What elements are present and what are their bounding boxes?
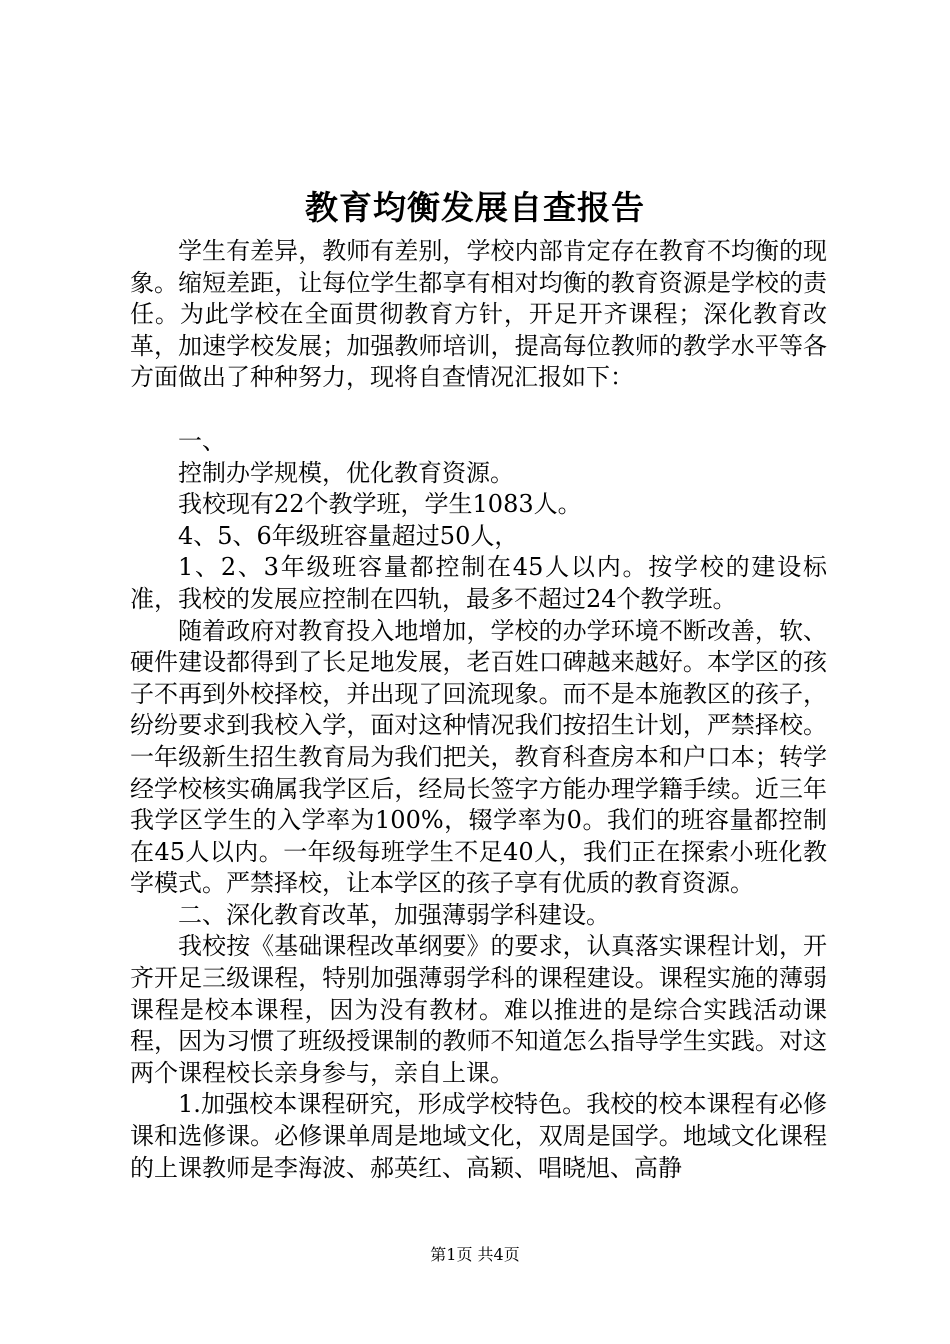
paragraph: 1.加强校本课程研究，形成学校特色。我校的校本课程有必修课和选修课。必修课单周是地域文化，双周是国学。地域文化课程的上课教师是李海波、郝英红、高颖、唱晓旭、高静 [130, 1090, 827, 1182]
section-heading-two: 二、深化教育改革，加强薄弱学科建设。 [178, 900, 610, 929]
page-footer: 第1页 共4页 [430, 1245, 520, 1264]
section-heading-one: 控制办学规模，优化教育资源。 [178, 458, 514, 487]
document-body [130, 236, 827, 1184]
paragraph: 4、5、6年级班容量超过50人， [178, 521, 519, 550]
paragraph: 我校现有22个教学班，学生1083人。 [178, 490, 582, 519]
section-number-one: 一、 [178, 426, 226, 455]
paragraph-intro: 学生有差异，教师有差别，学校内部肯定存在教育不均衡的现象。缩短差距，让每位学生都享有相对均衡的教育资源是学校的责任。为此学校在全面贯彻教育方针，开足开齐课程；深化教育改革，加速学校发展；加强教师培训，提高每位教师的教学水平等各方面做出了种种努力，现将自查情况汇报如下： [130, 237, 827, 392]
paragraph: 我校按《基础课程改革纲要》的要求，认真落实课程计划，开齐开足三级课程，特别加强薄弱学科的课程建设。课程实施的薄弱课程是校本课程，因为没有教材。难以推进的是综合实践活动课程，因为习惯了班级授课制的教师不知道怎么指导学生实践。对这两个课程校长亲身参与，亲自上课。 [130, 932, 827, 1087]
document-title: 教育均衡发展自查报告 [305, 188, 645, 227]
paragraph: 随着政府对教育投入地增加，学校的办学环境不断改善，软、硬件建设都得到了长足地发展，老百姓口碑越来越好。本学区的孩子不再到外校择校，并出现了回流现象。而不是本施教区的孩子，纷纷要求到我校入学，面对这种情况我们按招生计划，严禁择校。一年级新生招生教育局为我们把关，教育科查房本和户口本；转学经学校核实确属我学区后，经局长签字方能办理学籍手续。近三年我学区学生的入学率为100%，辍学率为0。我们的班容量都控制在45人以内。一年级每班学生不足40人，我们正在探索小班化教学模式。严禁择校，让本学区的孩子享有优质的教育资源。 [130, 616, 827, 898]
paragraph: 1、2、3年级班容量都控制在45人以内。按学校的建设标准，我校的发展应控制在四轨，最多不超过24个教学班。 [130, 553, 827, 613]
